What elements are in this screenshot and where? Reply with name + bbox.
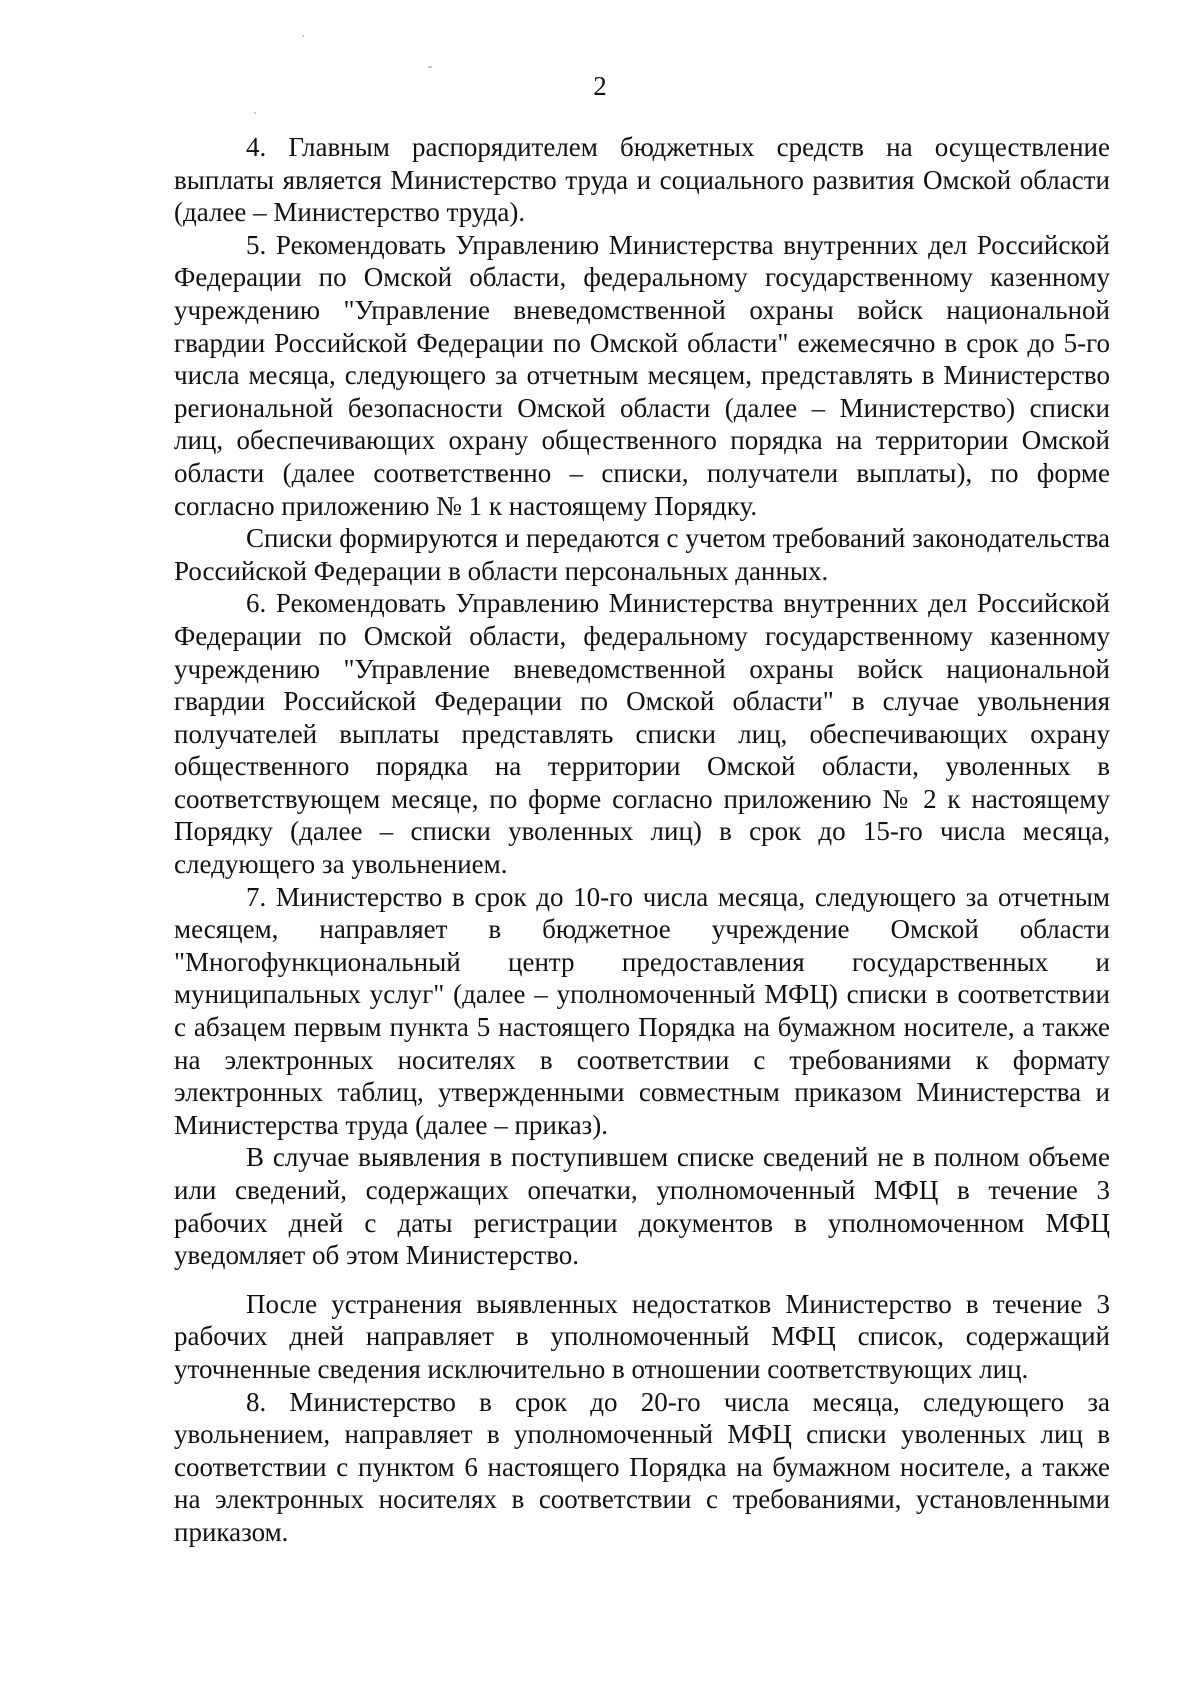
paragraph-7: 7. Министерство в срок до 10-го числа месяца, следующего за отчетным месяцем, направляет в бюджетное учреждение Омской области "Многофункциональный центр предоставления государственных и муниципальных услуг" (далее – уполномоченный МФЦ) списки в соответствии с абзацем первым пункта 5 настоящего Порядка на бумажном носителе, а также на электронных носителях в соответствии с требованиями к формату электронных таблиц, утвержденными совместным приказом Министерства и Министерства труда (далее – приказ). bbox=[174, 881, 1110, 1140]
paragraph-5-lists: Списки формируются и передаются с учетом требований законодательства Российской Федерации в области персональных данных. bbox=[174, 523, 1110, 586]
paragraph-4: 4. Главным распорядителем бюджетных средств на осуществление выплаты является Министерство труда и социального развития Омской области (далее – Министерство труда). bbox=[174, 132, 1110, 228]
page-number: 2 bbox=[593, 71, 607, 101]
scan-artifact bbox=[302, 35, 304, 37]
scan-artifact bbox=[254, 112, 256, 114]
scan-artifact bbox=[428, 66, 432, 68]
paragraph-7-errors: В случае выявления в поступившем списке сведений не в полном объеме или сведений, содержащих опечатки, уполномоченный МФЦ в течение 3 рабочих дней с даты регистрации документов в уполномоченном МФЦ уведомляет об этом Министерство. bbox=[174, 1142, 1110, 1271]
document-body bbox=[174, 131, 1110, 1549]
paragraph-8: 8. Министерство в срок до 20-го числа месяца, следующего за увольнением, направляет в уполномоченный МФЦ списки уволенных лиц в соответствии с пунктом 6 настоящего Порядка на бумажном носителе, а также на электронных носителях в соответствии с требованиями, установленными приказом. bbox=[174, 1386, 1110, 1547]
paragraph-7-corrections: После устранения выявленных недостатков Министерство в течение 3 рабочих дней направляет в уполномоченный МФЦ список, содержащий уточненные сведения исключительно в отношении соответствующих лиц. bbox=[174, 1288, 1110, 1384]
paragraph-5: 5. Рекомендовать Управлению Министерства внутренних дел Российской Федерации по Омской области, федеральному государственному казенному учреждению "Управление вневедомственной охраны войск национальной гвардии Российской Федерации по Омской области" ежемесячно в срок до 5-го числа месяца, следующего за отчетным месяцем, представлять в Министерство региональной безопасности Омской области (далее – Министерство) списки лиц, обеспечивающих охрану общественного порядка на территории Омской области (далее соответственно – списки, получатели выплаты), по форме согласно приложению № 1 к настоящему Порядку. bbox=[174, 229, 1110, 521]
paragraph-6: 6. Рекомендовать Управлению Министерства внутренних дел Российской Федерации по Омской области, федеральному государственному казенному учреждению "Управление вневедомственной охраны войск национальной гвардии Российской Федерации по Омской области" в случае увольнения получателей выплаты представлять списки лиц, обеспечивающих охрану общественного порядка на территории Омской области, уволенных в соответствующем месяце, по форме согласно приложению № 2 к настоящему Порядку (далее – списки уволенных лиц) в срок до 15-го числа месяца, следующего за увольнением. bbox=[174, 588, 1110, 880]
